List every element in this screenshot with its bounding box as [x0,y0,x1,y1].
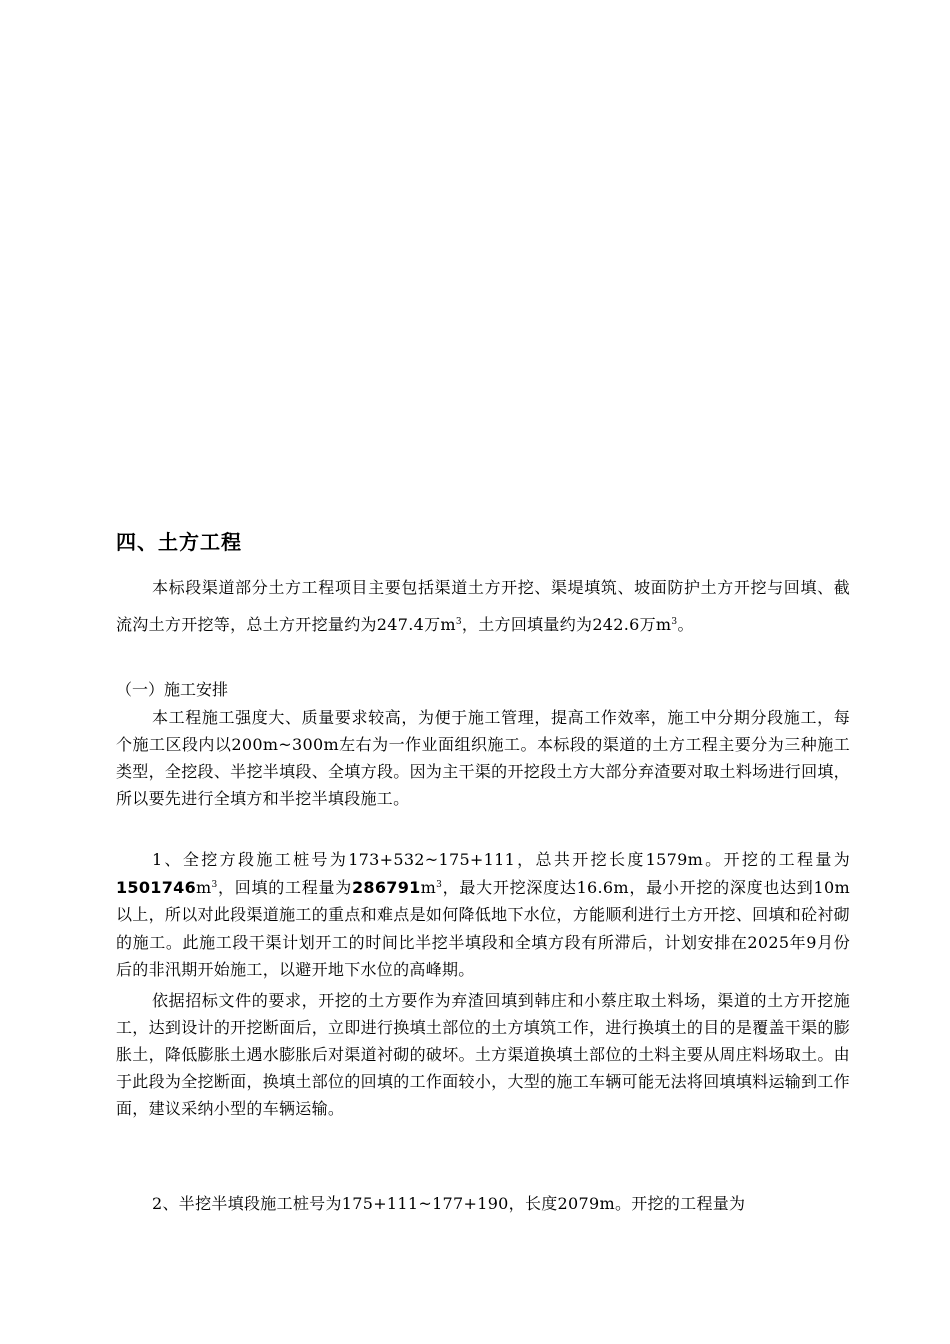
section-title: 四、土方工程 [116,530,242,554]
intro-superscript-2: 3 [671,617,678,627]
sec1-text-3: ，最大开挖深度达16.6m，最小开挖的深度也达到10m以上，所以对此段渠道施工的重点和难点是如何降低地下水位，方能顺利进行土方开挖、回填和砼衬砌的施工。此施工段干渠计划开工的时间比半挖半填段和全填方段有所滞后，计划安排在2025年9月份后的非汛期开始施工，以避开地下水位的高峰期。 [116,877,850,979]
intro-paragraph [116,569,850,643]
backfill-volume: 286791 [352,877,421,897]
excavation-volume: 1501746 [116,877,197,897]
sec1-superscript-1: 3 [211,879,218,890]
half-excavation-paragraph: 2、半挖半填段施工桩号为175+111~177+190，长度2079m。开挖的工程量为 [152,1194,746,1213]
intro-text-1: 本标段渠道部分土方工程项目主要包括渠道土方开挖、渠堤填筑、坡面防护土方开挖与回填、截流沟土方开挖等，总土方开挖量约为247.4万m [116,578,850,634]
full-excavation-paragraph [116,846,850,984]
sec1-superscript-2: 3 [436,879,443,890]
sec1-unit-2: m [420,877,437,897]
sec1-text-1: 1、全挖方段施工桩号为173+532~175+111，总共开挖长度1579m。开挖的工程量为 [152,850,850,869]
intro-superscript-1: 3 [455,617,462,627]
intro-text-2: ，土方回填量约为242.6万m [461,615,672,634]
sec1-unit-1: m [196,877,212,897]
sec1-text-2: ，回填的工程量为 [217,877,352,897]
intro-text-3: 。 [677,615,694,634]
arrangement-paragraph: 本工程施工强度大、质量要求较高，为便于施工管理，提高工作效率，施工中分期分段施工，每个施工区段内以200m~300m左右为一作业面组织施工。本标段的渠道的土方工程主要分为三种施工类型，全挖段、半挖半填段、全填方段。因为主干渠的开挖段土方大部分弃渣要对取土料场进行回填，所以要先进行全填方和半挖半填段施工。 [116,708,850,808]
subsection-title: （一）施工安排 [116,680,229,699]
tender-basis-paragraph: 依据招标文件的要求，开挖的土方要作为弃渣回填到韩庄和小蔡庄取土料场，渠道的土方开挖施工，达到设计的开挖断面后，立即进行换填土部位的土方填筑工作，进行换填土的目的是覆盖干渠的膨胀土，降低膨胀土遇水膨胀后对渠道衬砌的破坏。土方渠道换填土部位的土料主要从周庄料场取土。由于此段为全挖断面，换填土部位的回填的工作面较小，大型的施工车辆可能无法将回填填料运输到工作面，建议采纳小型的车辆运输。 [116,991,850,1118]
